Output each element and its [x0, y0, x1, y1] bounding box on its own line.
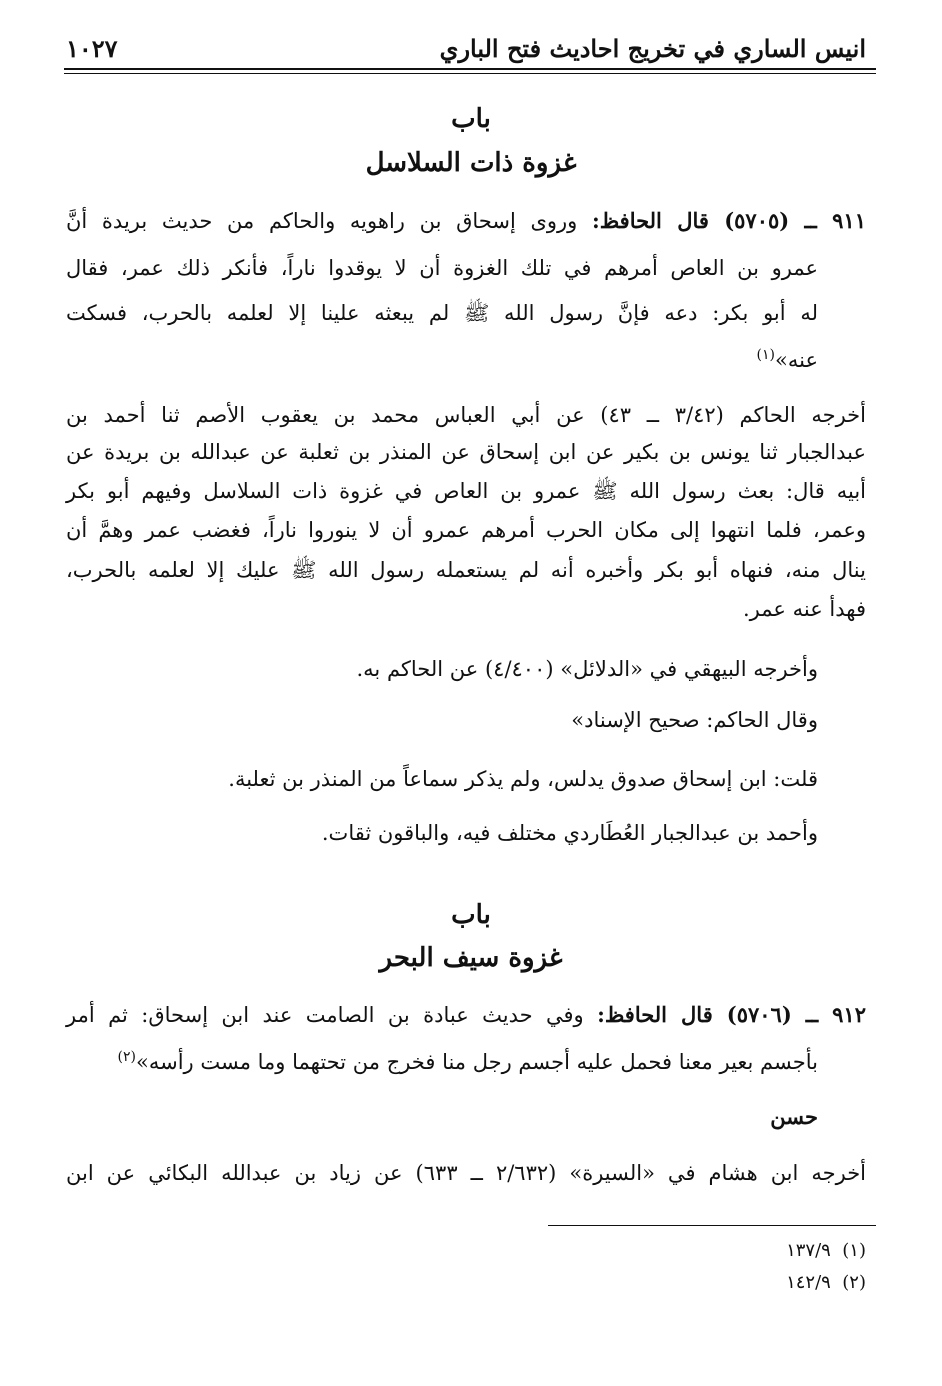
- takhrij-912-line-1: أخرجه ابن هشام في «السيرة» (٢/٦٣٢ ــ ٦٣٣) عن زياد بن عبدالله البكائي عن ابن: [66, 1161, 867, 1185]
- entry-912-number: ٩١٢ ــ (٥٧٠٦): [726, 1002, 866, 1027]
- section-2-title: غزوة سيف البحر: [379, 943, 563, 973]
- note-bayhaqi: وأخرجه البيهقي في «الدلائل» (٤/٤٠٠) عن الحاكم به.: [356, 657, 818, 681]
- page-number: ١٠٢٧: [66, 34, 118, 63]
- footnote-1-mark: (١): [842, 1240, 866, 1261]
- footnote-2-mark: (٢): [842, 1272, 866, 1293]
- header-rule: [64, 68, 876, 70]
- footnote-2-text: ١٤٢/٩: [786, 1272, 831, 1293]
- takhrij-911-line-6: فهدأ عنه عمر.: [743, 597, 866, 621]
- takhrij-911-line-1: أخرجه الحاكم (٣/٤٢ ــ ٤٣) عن أبي العباس محمد بن يعقوب الأصم ثنا أحمد بن: [66, 403, 867, 427]
- entry-912-line-2: [66, 1042, 818, 1077]
- note-hakim: وقال الحاكم: صحيح الإسناد»: [571, 708, 818, 732]
- entry-912-text-2: بأجسم بعير معنا فحمل عليه أجسم رجل منا فخرج من تحتهما وما مست رأسه»: [136, 1050, 818, 1074]
- entry-912-line-1: [66, 1000, 866, 1030]
- takhrij-911-line-3: أبيه قال: بعث رسول الله ﷺ عمرو بن العاص في غزوة ذات السلاسل وفيهم أبو بكر: [66, 479, 866, 503]
- section-1-title: غزوة ذات السلاسل: [365, 148, 577, 178]
- entry-911-line-2: عمرو بن العاص أمرهم في تلك الغزوة أن لا يوقدوا ناراً، فأنكر ذلك عمر، فقال: [66, 256, 818, 280]
- footnote-ref-1: (١): [756, 347, 776, 363]
- entry-911-text-1: وروى إسحاق بن راهويه والحاكم من حديث بريدة أنَّ: [66, 209, 578, 233]
- entry-911-lead: قال الحافظ:: [591, 208, 709, 233]
- grade-label: حسن: [770, 1104, 818, 1129]
- entry-911-number: ٩١١ ــ (٥٧٠٥): [724, 208, 866, 233]
- entry-912-text-1: وفي حديث عبادة بن الصامت عند ابن إسحاق: ثم أمر: [66, 1003, 584, 1027]
- footnote-2: [786, 1272, 866, 1293]
- footnote-separator: [548, 1225, 876, 1226]
- entry-912-lead: قال الحافظ:: [597, 1002, 713, 1027]
- entry-911-text-4: عنه»: [775, 348, 818, 372]
- takhrij-911-line-2: عبدالجبار ثنا يونس بن بكير عن ابن إسحاق عن المنذر بن ثعلبة عن عبدالله بن بريدة عن: [66, 440, 866, 464]
- section-2-bab: باب: [451, 900, 491, 930]
- header-rule-thin: [64, 73, 876, 74]
- note-qultu: قلت: ابن إسحاق صدوق يدلس، ولم يذكر سماعاً من المنذر بن ثعلبة.: [228, 767, 818, 791]
- footnote-1-text: ١٣٧/٩: [786, 1240, 831, 1261]
- note-utaridi: وأحمد بن عبدالجبار العُطَاردي مختلف فيه، والباقون ثقات.: [321, 821, 818, 845]
- takhrij-911-line-4: وعمر، فلما انتهوا إلى مكان الحرب أمرهم عمرو أن لا ينوروا ناراً، فغضب عمر وهمَّ أن: [66, 518, 866, 542]
- section-1-bab: باب: [451, 104, 491, 134]
- entry-911-line-4: [66, 340, 818, 375]
- running-header-title: انيس الساري في تخريج احاديث فتح الباري: [439, 34, 866, 63]
- footnote-ref-2: (٢): [117, 1049, 137, 1065]
- entry-911-line-3: له أبو بكر: دعه فإنَّ رسول الله ﷺ لم يبعثه علينا إلا لعلمه بالحرب، فسكت: [66, 301, 818, 325]
- entry-911-line-1: [66, 206, 866, 236]
- takhrij-911-line-5: ينال منه، فنهاه أبو بكر وأخبره أنه لم يستعمله رسول الله ﷺ عليك إلا لعلمه بالحرب،: [66, 558, 866, 582]
- footnote-1: [786, 1240, 866, 1261]
